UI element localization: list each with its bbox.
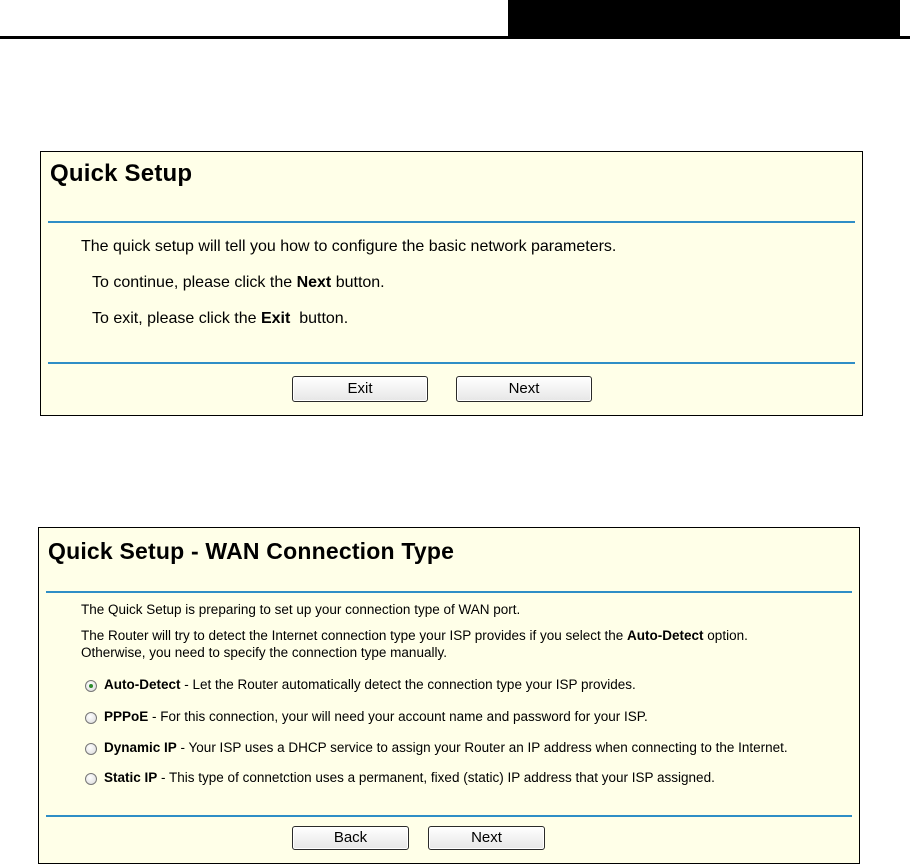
header-black-bar-tail [898,0,900,36]
option-desc: - For this connection, your will need your account name and password for your ISP. [148,709,648,724]
radio-pppoe[interactable] [85,712,97,724]
exit-bold: Exit [260,310,291,327]
wan-detect-line [81,628,748,643]
option-dynamic-ip-text [104,740,788,755]
radio-static-ip[interactable] [85,773,97,785]
option-label: Static IP [104,770,158,785]
continue-pre: To continue, please click the [92,274,297,291]
continue-post: button. [331,274,385,291]
wan-connection-panel [38,527,860,864]
option-label: PPPoE [104,709,149,724]
wan-detect-bold: Auto-Detect [627,628,704,643]
next-button[interactable]: Next [456,376,592,402]
header-black-bar [508,0,898,36]
radio-auto-detect[interactable] [85,680,97,692]
back-button[interactable]: Back [292,826,409,850]
exit-instruction [92,310,348,328]
page-title: Quick Setup [50,160,193,187]
wan-footer-divider [46,815,852,817]
option-pppoe-text [104,709,648,724]
wan-title-divider [46,591,852,593]
option-label: Auto-Detect [104,677,181,692]
exit-post: button. [290,310,349,327]
quick-setup-panel [40,151,863,416]
option-static-ip-text [104,770,715,785]
wan-next-button[interactable]: Next [428,826,545,850]
wan-page-title: Quick Setup - WAN Connection Type [48,538,455,564]
exit-pre: To exit, please click the [92,310,261,327]
wan-detect-post: option. [703,628,748,643]
continue-bold: Next [296,274,332,291]
option-desc: - Your ISP uses a DHCP service to assign your Router an IP address when connecting to the Internet. [176,740,788,755]
option-label: Dynamic IP [104,740,177,755]
title-divider [48,221,855,223]
exit-button[interactable]: Exit [292,376,428,402]
footer-divider [48,362,855,364]
option-desc: - This type of connetction uses a permanent, fixed (static) IP address that your ISP assigned. [157,770,715,785]
intro-text: The quick setup will tell you how to configure the basic network parameters. [81,238,617,255]
option-auto-detect-text [104,677,636,692]
radio-dynamic-ip[interactable] [85,743,97,755]
header-rule [0,36,910,39]
continue-instruction [92,274,385,292]
wan-manual-line: Otherwise, you need to specify the connection type manually. [81,645,447,660]
wan-intro-line: The Quick Setup is preparing to set up your connection type of WAN port. [81,602,521,617]
wan-detect-pre: The Router will try to detect the Internet connection type your ISP provides if you select the [81,628,628,643]
option-desc: - Let the Router automatically detect the connection type your ISP provides. [180,677,636,692]
